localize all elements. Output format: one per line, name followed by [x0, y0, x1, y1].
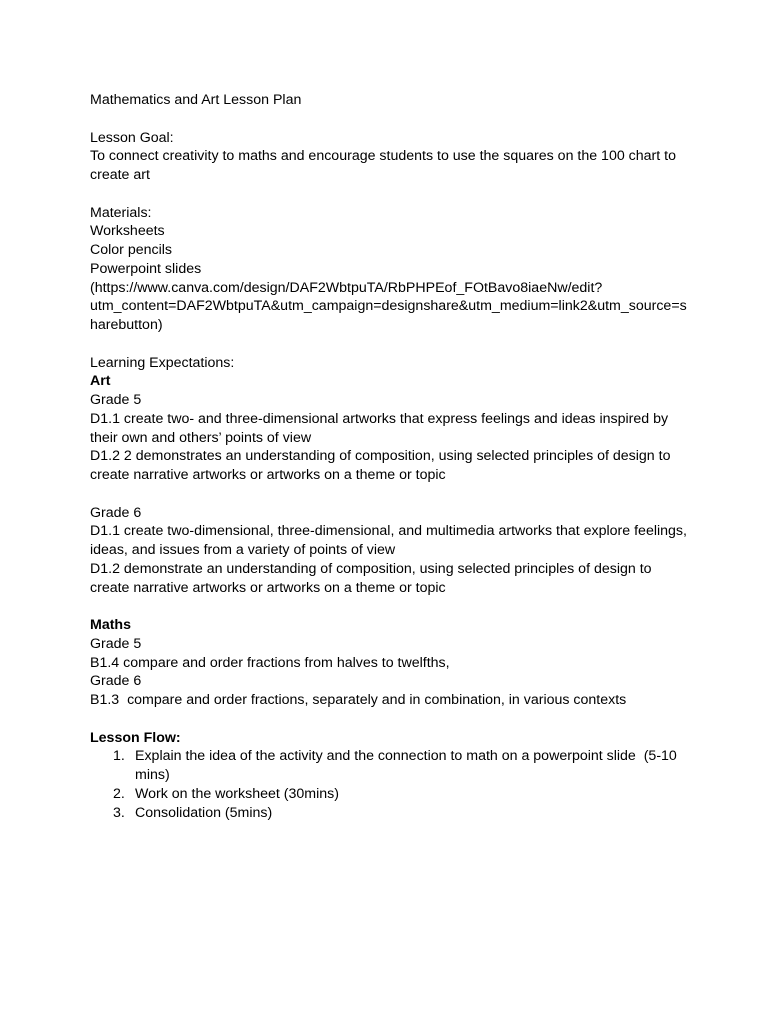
- art-grade6-label: Grade 6: [90, 504, 142, 521]
- goal-heading: Lesson Goal:: [90, 129, 174, 146]
- material-item: Powerpoint slides: [90, 260, 202, 277]
- materials-link-line: (https://www.canva.com/design/DAF2WbtpuTA/RbPHPEof_FOtBavo8iaeNw/edit?: [90, 279, 603, 296]
- goal-text-line: To connect creativity to maths and encourage students to use the squares on the 100 chart to: [90, 148, 676, 165]
- spacer: [90, 710, 690, 729]
- lesson-flow-heading: Lesson Flow:: [90, 729, 181, 746]
- art-grade6-line: create narrative artworks or artworks on a theme or topic: [90, 579, 446, 596]
- list-number: 3.: [113, 804, 125, 821]
- list-number: 1.: [113, 748, 125, 765]
- expectations-heading: Learning Expectations:: [90, 354, 235, 371]
- list-number: 2.: [113, 785, 125, 802]
- maths-heading: Maths: [90, 617, 131, 633]
- art-grade5-label: Grade 5: [90, 392, 142, 408]
- art-grade5-line: create narrative artworks or artworks on a theme or topic: [90, 467, 446, 483]
- lesson-flow-list: [90, 747, 690, 822]
- spacer: [90, 597, 690, 616]
- art-grade6-line: D1.2 demonstrate an understanding of composition, using selected principles of design to: [90, 560, 652, 577]
- goal-text-line: create art: [90, 167, 150, 183]
- art-grade5-line: D1.2 2 demonstrates an understanding of composition, using selected principles of design to: [90, 448, 671, 465]
- maths-grade6-line: B1.3 compare and order fractions, separately and in combination, in various contexts: [90, 692, 627, 708]
- maths-grade5-label: Grade 5: [90, 635, 142, 652]
- document-page: [90, 91, 690, 822]
- material-item: Worksheets: [90, 223, 165, 240]
- material-item: Color pencils: [90, 242, 173, 258]
- spacer: [90, 110, 690, 129]
- materials-link-line: harebutton): [90, 317, 163, 333]
- spacer: [90, 185, 690, 204]
- list-item-text: Explain the idea of the activity and the connection to math on a powerpoint slide (5-10: [135, 748, 677, 765]
- list-item: [90, 747, 690, 785]
- materials-link-line: utm_content=DAF2WbtpuTA&utm_campaign=designshare&utm_medium=link2&utm_source=s: [90, 298, 687, 315]
- maths-grade5-line: B1.4 compare and order fractions from halves to twelfths,: [90, 654, 450, 671]
- spacer: [90, 485, 690, 504]
- list-item: [90, 785, 690, 804]
- art-grade5-line: their own and others’ points of view: [90, 429, 312, 446]
- document-title: Mathematics and Art Lesson Plan: [90, 92, 302, 108]
- art-grade6-line: D1.1 create two-dimensional, three-dimensional, and multimedia artworks that explore feelings,: [90, 523, 687, 540]
- art-grade6-line: ideas, and issues from a variety of points of view: [90, 542, 396, 558]
- list-item-text: Consolidation (5mins): [135, 804, 273, 821]
- art-heading: Art: [90, 373, 111, 390]
- spacer: [90, 335, 690, 354]
- art-grade5-line: D1.1 create two- and three-dimensional artworks that express feelings and ideas inspired by: [90, 410, 669, 427]
- list-item-text: Work on the worksheet (30mins): [135, 785, 339, 802]
- list-item-text: mins): [135, 767, 170, 783]
- maths-grade6-label: Grade 6: [90, 673, 142, 690]
- materials-heading: Materials:: [90, 204, 152, 221]
- list-item: [90, 804, 690, 823]
